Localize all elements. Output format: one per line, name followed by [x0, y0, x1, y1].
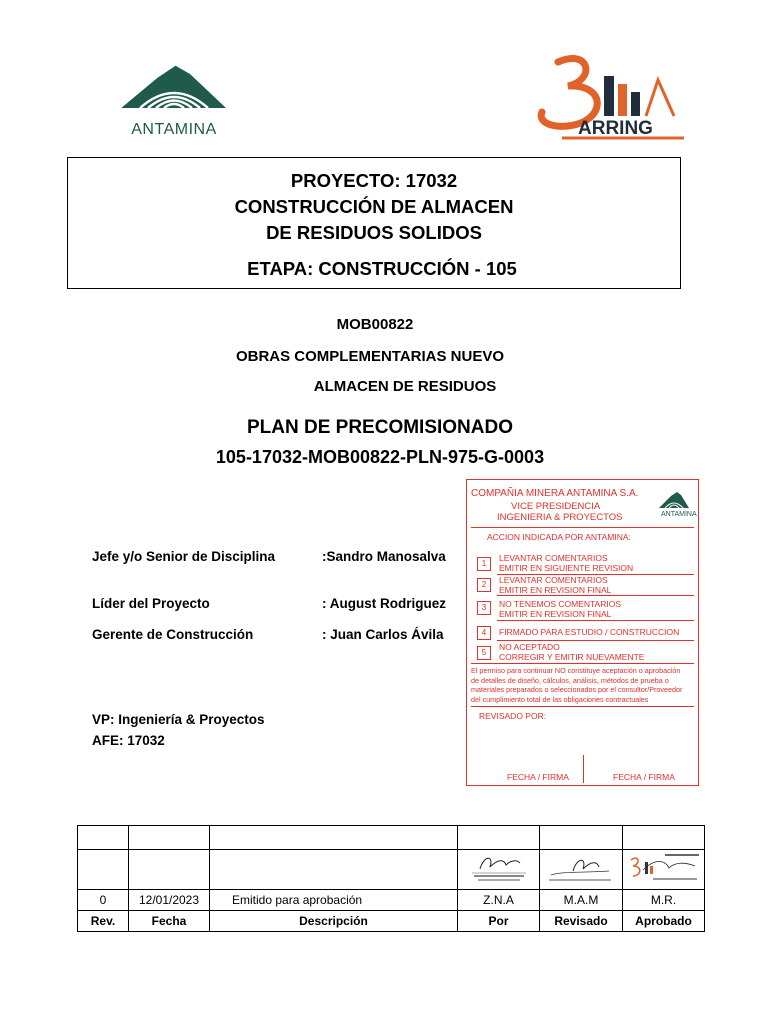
signature-aprobado	[623, 850, 705, 890]
stamp-option-box-3: 3	[477, 601, 491, 615]
cell-fecha: 12/01/2023	[129, 890, 210, 911]
stamp-option-box-4: 4	[477, 626, 491, 640]
project-box	[67, 157, 681, 289]
cell-descripcion: Emitido para aprobación	[210, 890, 458, 911]
header-fecha: Fecha	[129, 911, 210, 932]
table-header-row	[78, 911, 705, 932]
stamp-option-1-line2: EMITIR EN SIGUIENTE REVISION	[499, 563, 634, 573]
stamp-divider	[471, 706, 694, 707]
antamina-logo-text: ANTAMINA	[131, 121, 217, 138]
document-subtitle-line1: OBRAS COMPLEMENTARIAS NUEVO	[235, 348, 505, 365]
stamp-disclaimer-line4: del cumplimiento total de las obligaciones contractuales	[471, 694, 649, 704]
signatory-role-leader: Líder del Proyecto	[92, 596, 210, 611]
project-name-line1: CONSTRUCCIÓN DE ALMACEN	[234, 196, 514, 217]
stamp-option-1-line1: LEVANTAR COMENTARIOS	[499, 553, 608, 563]
stamp-divider	[497, 595, 694, 596]
cell-por: Z.N.A	[458, 890, 540, 911]
stamp-divider	[471, 663, 694, 664]
stamp-company: COMPAÑIA MINERA ANTAMINA S.A.	[471, 488, 639, 499]
approval-stamp	[466, 479, 699, 786]
stamp-option-5-line1: NO ACEPTADO	[499, 642, 560, 652]
stamp-option-2-line1: LEVANTAR COMENTARIOS	[499, 575, 608, 585]
signature-por	[458, 850, 540, 890]
stamp-option-2-line2: EMITIR EN REVISION FINAL	[499, 585, 612, 595]
signatory-name-leader: : August Rodriguez	[322, 596, 446, 611]
project-name-line2: DE RESIDUOS SOLIDOS	[266, 222, 482, 243]
header-revisado: Revisado	[540, 911, 623, 932]
cell-revisado: M.A.M	[540, 890, 623, 911]
header-por: Por	[458, 911, 540, 932]
stamp-option-3-line2: EMITIR EN REVISION FINAL	[499, 609, 612, 619]
stamp-disclaimer-line3: materiales preparados o seleccionados por el consultor/Proveedor	[471, 685, 683, 694]
stamp-divider	[497, 620, 694, 621]
stamp-option-box-2: 2	[477, 578, 491, 592]
header-rev: Rev.	[78, 911, 129, 932]
table-row	[78, 826, 705, 850]
revision-table	[77, 825, 705, 932]
stamp-action-label: ACCION INDICADA POR ANTAMINA:	[487, 532, 631, 542]
stamp-engineering: INGENIERIA & PROYECTOS	[497, 512, 623, 523]
header-aprobado: Aprobado	[623, 911, 705, 932]
stamp-vp: VICE PRESIDENCIA	[511, 501, 601, 512]
project-stage: ETAPA: CONSTRUCCIÓN - 105	[247, 258, 517, 279]
afe-label: AFE: 17032	[92, 733, 165, 748]
stamp-date-sign-1: FECHA / FIRMA	[507, 772, 569, 782]
stamp-option-box-5: 5	[477, 646, 491, 660]
header-descripcion: Descripción	[210, 911, 458, 932]
project-number: PROYECTO: 17032	[290, 170, 458, 191]
stamp-disclaimer-line1: El permiso para continuar NO constituye aceptación o aprobación	[471, 666, 681, 675]
stamp-option-box-1: 1	[477, 557, 491, 571]
antamina-logo	[118, 60, 230, 142]
stamp-option-3-line1: NO TENEMOS COMENTARIOS	[499, 599, 622, 609]
cell-aprobado: M.R.	[623, 890, 705, 911]
signatory-role-manager: Gerente de Construcción	[92, 627, 254, 642]
document-code: MOB00822	[336, 316, 414, 333]
barring-logo	[528, 50, 688, 142]
stamp-logo-text: ANTAMINA	[661, 511, 697, 518]
signatory-name-discipline: :Sandro Manosalva	[322, 549, 446, 564]
table-row	[78, 850, 705, 890]
barring-logo-text: ARRING	[578, 118, 653, 139]
document-title: PLAN DE PRECOMISIONADO	[246, 417, 514, 438]
stamp-antamina-icon	[657, 490, 691, 510]
stamp-option-5-line2: CORREGIR Y EMITIR NUEVAMENTE	[499, 652, 645, 662]
stamp-disclaimer-line2: de detalles de diseño, cálculos, análisis, métodos de prueba o	[471, 675, 669, 685]
stamp-reviewed-by: REVISADO POR:	[479, 711, 547, 721]
table-row	[78, 890, 705, 911]
signatory-role-discipline: Jefe y/o Senior de Disciplina	[92, 549, 276, 564]
document-number: 105-17032-MOB00822-PLN-975-G-0003	[215, 447, 545, 467]
stamp-divider	[471, 527, 694, 528]
vp-label: VP: Ingeniería & Proyectos	[92, 712, 265, 727]
stamp-divider	[583, 755, 584, 783]
stamp-option-4-line1: FIRMADO PARA ESTUDIO / CONSTRUCCION	[499, 627, 680, 637]
signature-revisado	[540, 850, 623, 890]
cell-rev: 0	[78, 890, 129, 911]
stamp-date-sign-2: FECHA / FIRMA	[613, 772, 675, 782]
document-subtitle-line2: ALMACEN DE RESIDUOS	[313, 378, 497, 395]
signatory-name-manager: : Juan Carlos Ávila	[322, 627, 444, 642]
stamp-divider	[497, 640, 694, 641]
